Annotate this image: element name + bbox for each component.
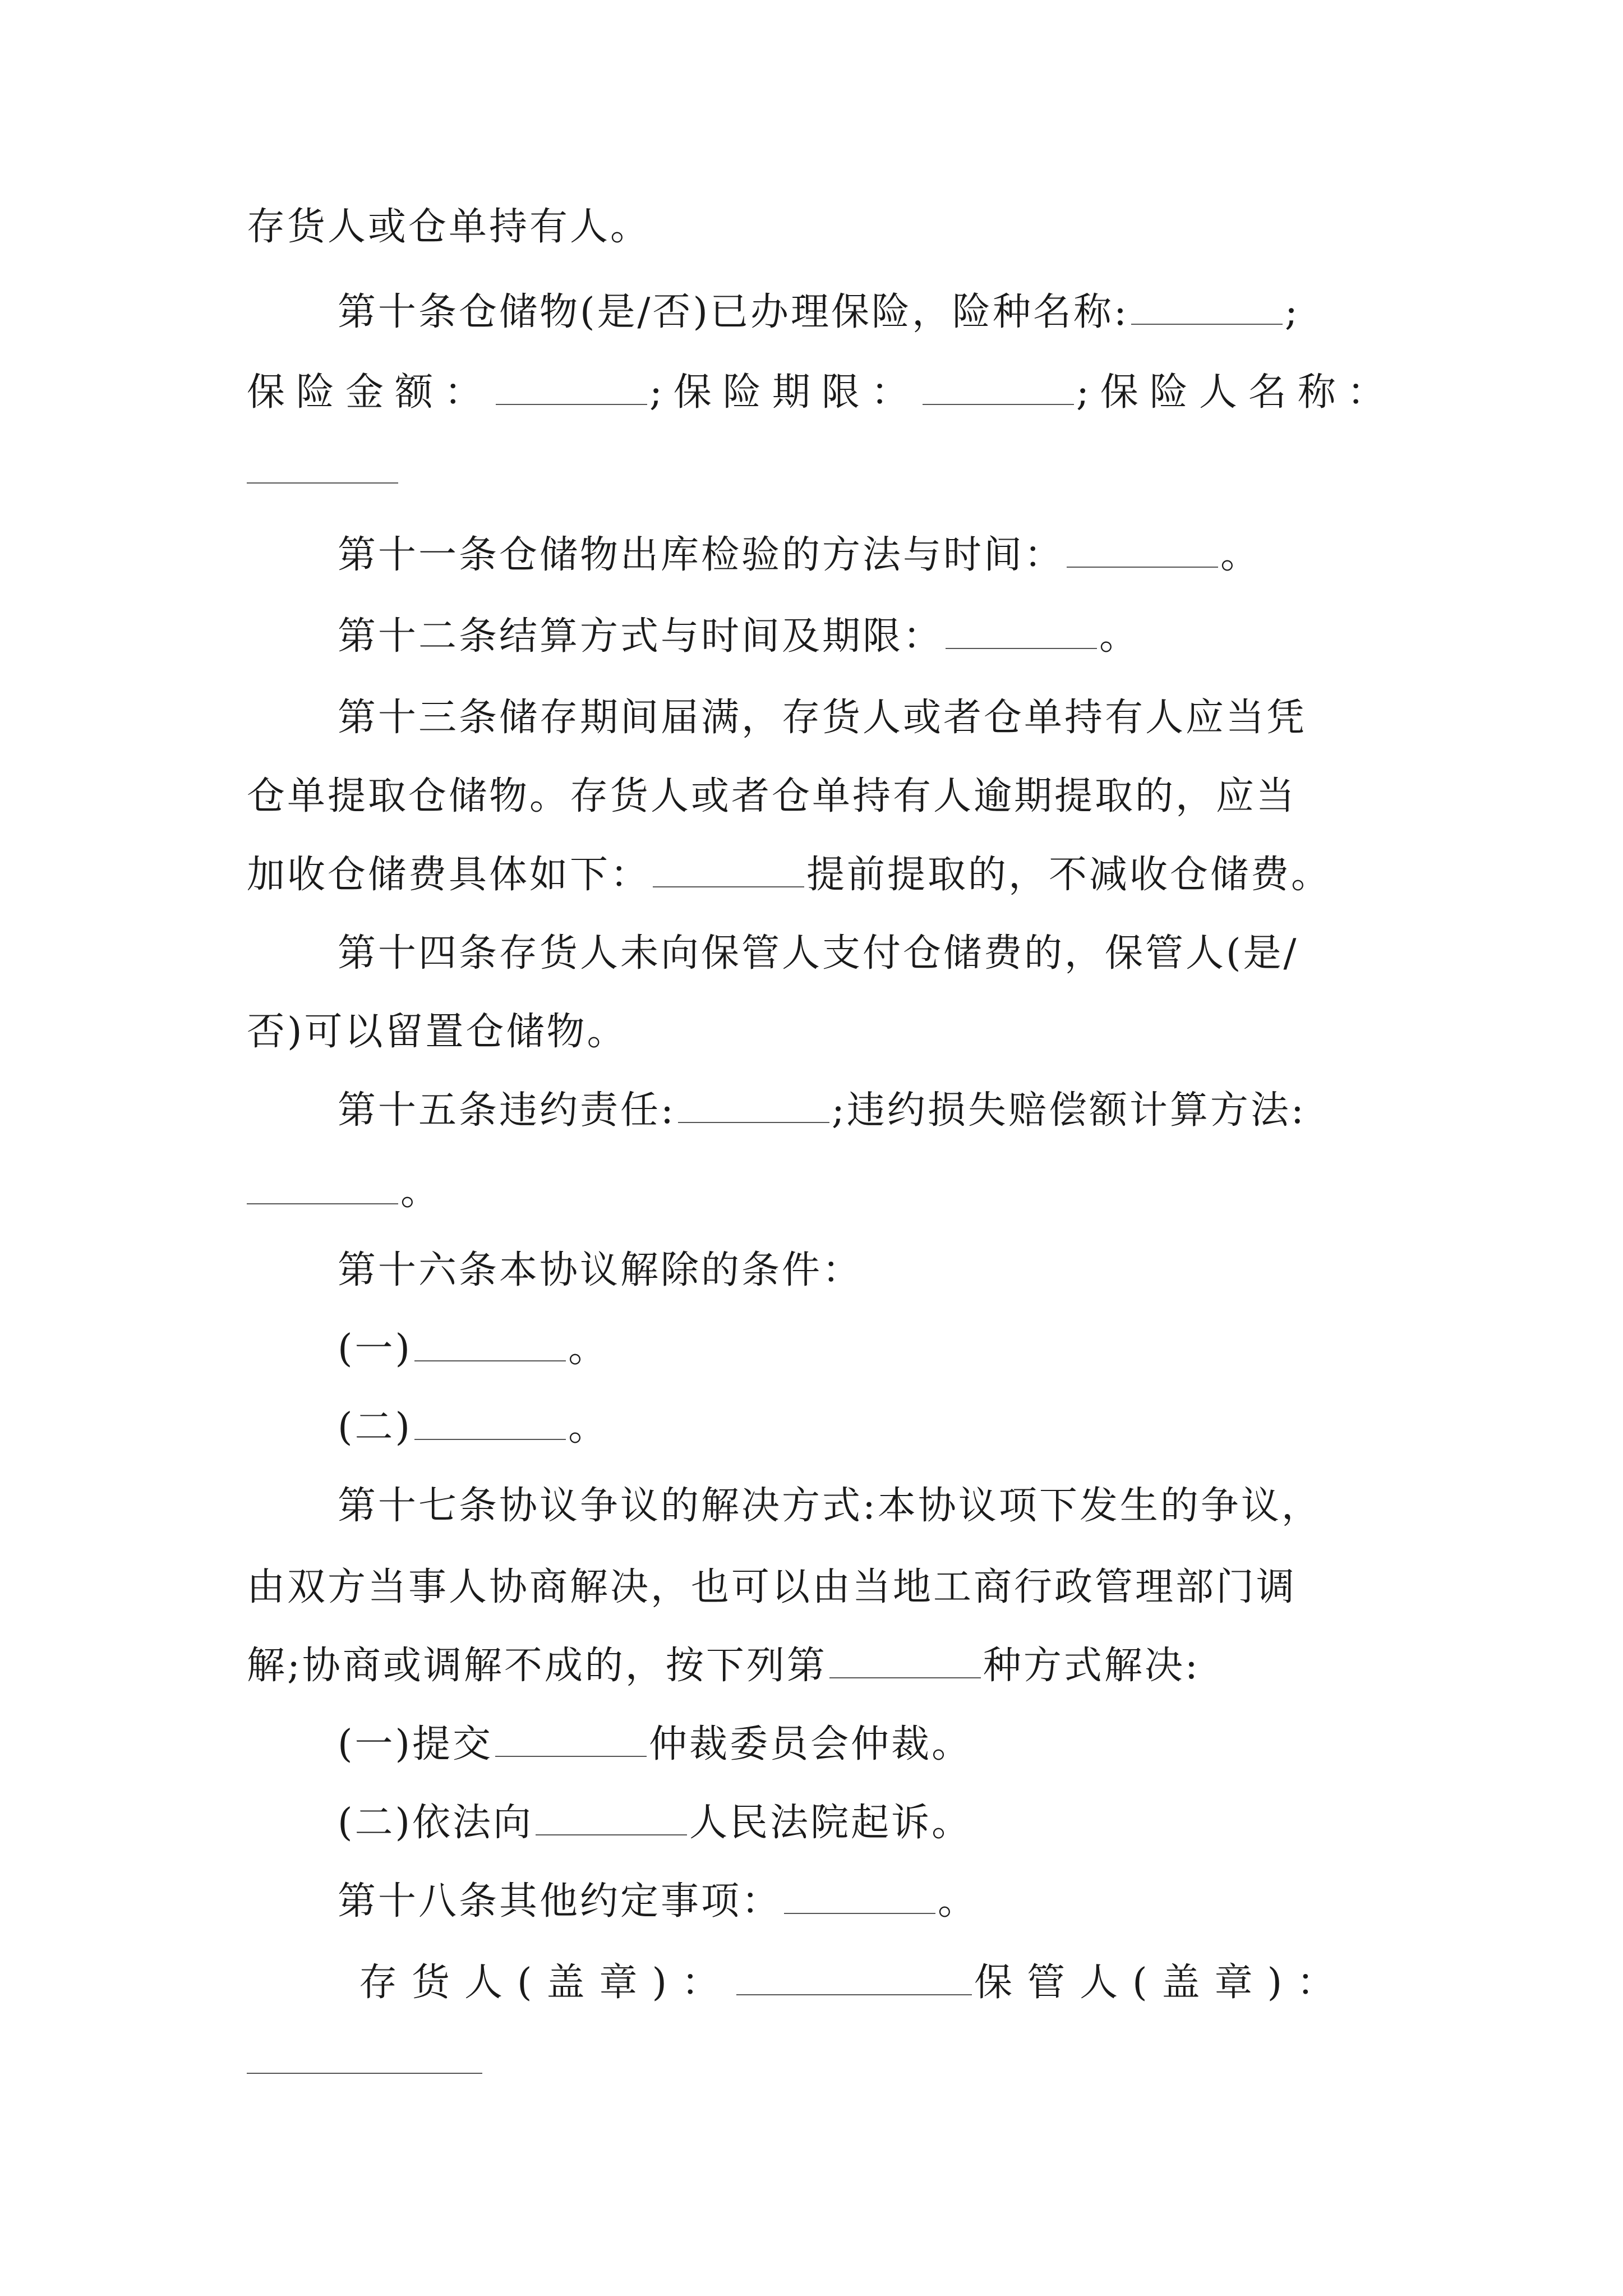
- article-10-cont: 保险金额： ;保险期限： ;保险人名称：: [247, 370, 1396, 415]
- article-15: 第十五条违约责任: ;违约损失赔偿额计算方法:: [338, 1088, 1306, 1133]
- article-17-option-2: (二)依法向 人民法院起诉。: [338, 1801, 972, 1845]
- fill-blank[interactable]: [414, 1360, 566, 1361]
- article-14-cont: 否)可以留置仓储物。: [247, 1010, 628, 1054]
- fill-blank[interactable]: [247, 1203, 398, 1204]
- article-15-cont: 。: [247, 1167, 441, 1217]
- signature-line-cont: [247, 2036, 485, 2087]
- article-12: 第十二条结算方式与时间及期限： 。: [338, 614, 1140, 659]
- article-14: 第十四条存货人未向保管人支付仓储费的，保管人(是/: [338, 931, 1299, 976]
- signature-line: 存货人(盖章)： 保管人(盖章)：: [359, 1961, 1350, 2005]
- article-17-cont: 由双方当事人协商解决，也可以由当地工商行政管理部门调: [247, 1565, 1297, 1609]
- article-18: 第十八条其他约定事项： 。: [338, 1879, 979, 1924]
- article-10-cont: [247, 446, 400, 496]
- fill-blank[interactable]: [923, 404, 1074, 405]
- article-11: 第十一条仓储物出库检验的方法与时间： 。: [338, 533, 1261, 577]
- article-13: 第十三条储存期间届满，存货人或者仓单持有人应当凭: [338, 696, 1307, 740]
- article-16-item-2: (二) 。: [338, 1405, 609, 1450]
- fill-blank[interactable]: [1131, 324, 1283, 325]
- article-17-option-1: (一)提交 仲裁委员会仲裁。: [338, 1722, 972, 1766]
- fill-blank[interactable]: [784, 1913, 935, 1914]
- fill-blank[interactable]: [496, 404, 647, 405]
- fill-blank[interactable]: [829, 1677, 981, 1678]
- fill-blank[interactable]: [678, 1122, 829, 1123]
- fill-blank[interactable]: [736, 1994, 972, 1995]
- fill-blank[interactable]: [247, 482, 398, 484]
- article-17: 第十七条协议争议的解决方式:本协议项下发生的争议，: [338, 1484, 1322, 1528]
- article-17-cont: 解;协商或调解不成的，按下列第 种方式解决:: [247, 1644, 1200, 1688]
- article-13-cont: 加收仓储费具体如下： 提前提取的，不减收仓储费。: [247, 853, 1332, 897]
- fill-blank[interactable]: [653, 886, 804, 887]
- text-line: 存货人或仓单持有人。: [247, 205, 651, 249]
- fill-blank[interactable]: [414, 1439, 566, 1440]
- fill-blank[interactable]: [495, 1756, 647, 1757]
- fill-blank[interactable]: [536, 1834, 687, 1835]
- article-10: 第十条仓储物(是/否)已办理保险，险种名称: ;: [338, 290, 1300, 334]
- article-16-item-1: (一) 。: [338, 1327, 609, 1371]
- article-16: 第十六条本协议解除的条件：: [338, 1248, 863, 1292]
- fill-blank[interactable]: [1067, 567, 1218, 568]
- fill-blank[interactable]: [247, 2073, 482, 2074]
- fill-blank[interactable]: [946, 648, 1097, 649]
- article-13-cont: 仓单提取仓储物。存货人或者仓单持有人逾期提取的，应当: [247, 774, 1297, 818]
